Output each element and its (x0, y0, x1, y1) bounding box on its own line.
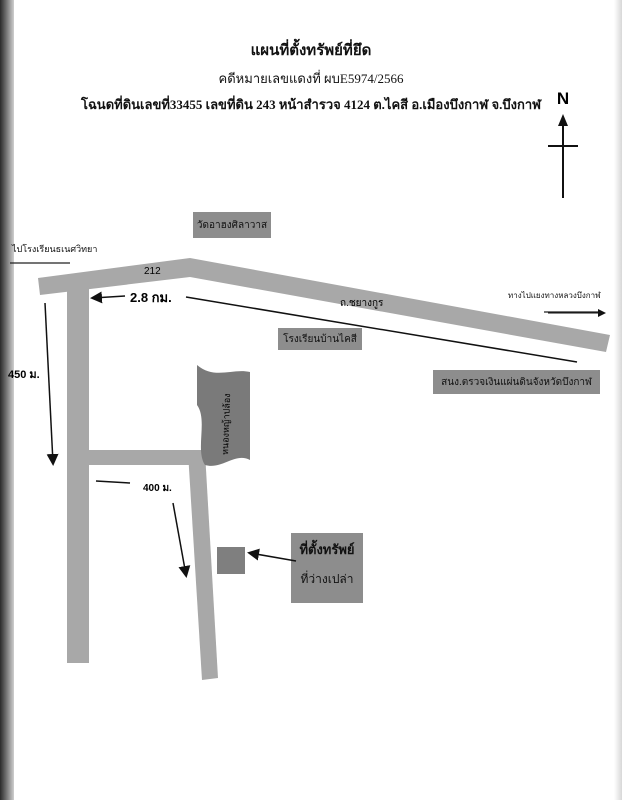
property-box (217, 547, 245, 574)
distance-400: 400 ม. (143, 483, 172, 494)
temple-label: วัดอาฮงศิลาวาส (196, 219, 268, 231)
road-number: 212 (144, 266, 161, 277)
property-arrow-icon (173, 503, 186, 575)
school-label: โรงเรียนบ้านไคสี (283, 333, 357, 345)
north-label: N (556, 89, 570, 108)
vacant-land-label: ที่ว่างเปล่า (300, 571, 354, 586)
distance-arrow-icon (93, 296, 125, 298)
pond-label: หนองหญ้าปล้อง (220, 393, 233, 456)
property-location-label: ที่ตั้งทรัพย์ (299, 541, 355, 557)
school-direction-label: ไปโรงเรียนธเนศวิทยา (12, 244, 98, 254)
case-number: คดีหมายเลขแดงที่ ผบE5974/2566 (218, 71, 404, 86)
north-arrow-icon (548, 114, 578, 198)
road-name: ถ.ชยางกูร (340, 298, 384, 309)
deed-details: โฉนดที่ดินเลขที่33455 เลขที่ดิน 243 หน้าสำรวจ 4124 ต.ไคสี อ.เมืองบึงกาฬ จ.บึงกาฬ (80, 97, 542, 112)
down-arrow-icon (45, 303, 53, 463)
property-road (188, 452, 218, 680)
map-title: แผนที่ตั้งทรัพย์ที่ยึด (250, 43, 372, 59)
roundabout-label: ทางไปแยงทางหลวงบึงกาฬ (508, 291, 601, 300)
branch-road (85, 450, 205, 465)
left-road (67, 285, 89, 663)
branch-measure-line (96, 481, 130, 483)
distance-main: 2.8 กม. (130, 290, 172, 305)
land-office-label: สนง.ตรวจเงินแผ่นดินจังหวัดบึงกาฬ (441, 376, 592, 388)
pointer-arrow-icon (250, 553, 296, 561)
distance-450: 450 ม. (8, 369, 40, 381)
